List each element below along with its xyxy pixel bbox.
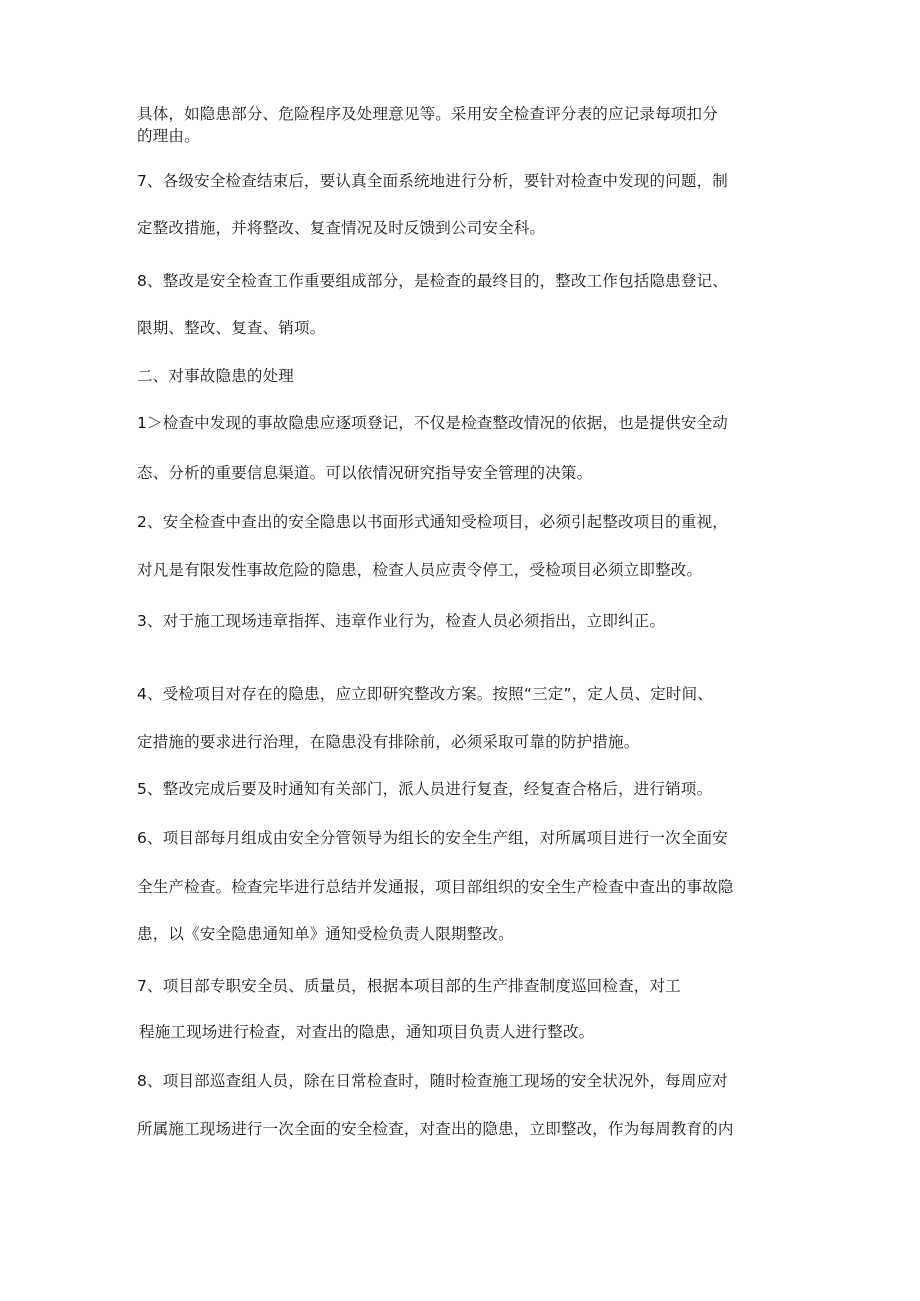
text-line: 5、整改完成后要及时通知有关部门，派人员进行复查，经复查合格后，进行销项。 bbox=[137, 780, 713, 798]
section-heading: 二、对事故隐患的处理 bbox=[137, 367, 295, 385]
text-line: 8、整改是安全检查工作重要组成部分，是检查的最终目的，整改工作包括隐患登记、 bbox=[137, 272, 728, 290]
text-line: 7、项目部专职安全员、质量员，根据本项目部的生产排查制度巡回检查，对工 bbox=[137, 977, 681, 995]
text-line: 的理由。 bbox=[137, 127, 200, 145]
text-line: 4、受检项目对存在的隐患，应立即研究整改方案。按照“三定”，定人员、定时间、 bbox=[137, 685, 714, 703]
text-line: 所属施工现场进行一次全面的安全检查，对查出的隐患，立即整改，作为每周教育的内 bbox=[137, 1120, 734, 1138]
text-line: 限期、整改、复查、销项。 bbox=[137, 319, 326, 337]
text-line: 对凡是有限发性事故危险的隐患，检查人员应责令停工，受检项目必须立即整改。 bbox=[137, 561, 703, 579]
text-line: 定整改措施，并将整改、复查情况及时反馈到公司安全科。 bbox=[137, 219, 546, 237]
text-line: 6、项目部每月组成由安全分管领导为组长的安全生产组，对所属项目进行一次全面安 bbox=[137, 829, 728, 847]
text-line: 全生产检查。检查完毕进行总结并发通报，项目部组织的安全生产检查中查出的事故隐 bbox=[137, 878, 734, 896]
text-line: 2、安全检查中查出的安全隐患以书面形式通知受检项目，必须引起整改项目的重视， bbox=[137, 513, 728, 531]
text-line: 程施工现场进行检查，对查出的隐患，通知项目负责人进行整改。 bbox=[139, 1023, 595, 1041]
text-line: 8、项目部巡查组人员，除在日常检查时，随时检查施工现场的安全状况外，每周应对 bbox=[137, 1072, 728, 1090]
text-line: 具体，如隐患部分、危险程序及处理意见等。采用安全检查评分表的应记录每项扣分 bbox=[137, 105, 718, 123]
text-line: 3、对于施工现场违章指挥、违章作业行为，检查人员必须指出，立即纠正。 bbox=[137, 612, 666, 630]
text-line: 态、分析的重要信息渠道。可以依情况研究指导安全管理的决策。 bbox=[137, 464, 593, 482]
text-line: 1＞检查中发现的事故隐患应逐项登记，不仅是检查整改情况的依据，也是提供安全动 bbox=[137, 414, 728, 432]
text-line: 定措施的要求进行治理，在隐患没有排除前，必须采取可靠的防护措施。 bbox=[137, 733, 640, 751]
text-line: 7、各级安全检查结束后，要认真全面系统地进行分析，要针对检查中发现的问题，制 bbox=[137, 172, 728, 190]
text-line: 患，以《安全隐患通知单》通知受检负责人限期整改。 bbox=[137, 925, 514, 943]
